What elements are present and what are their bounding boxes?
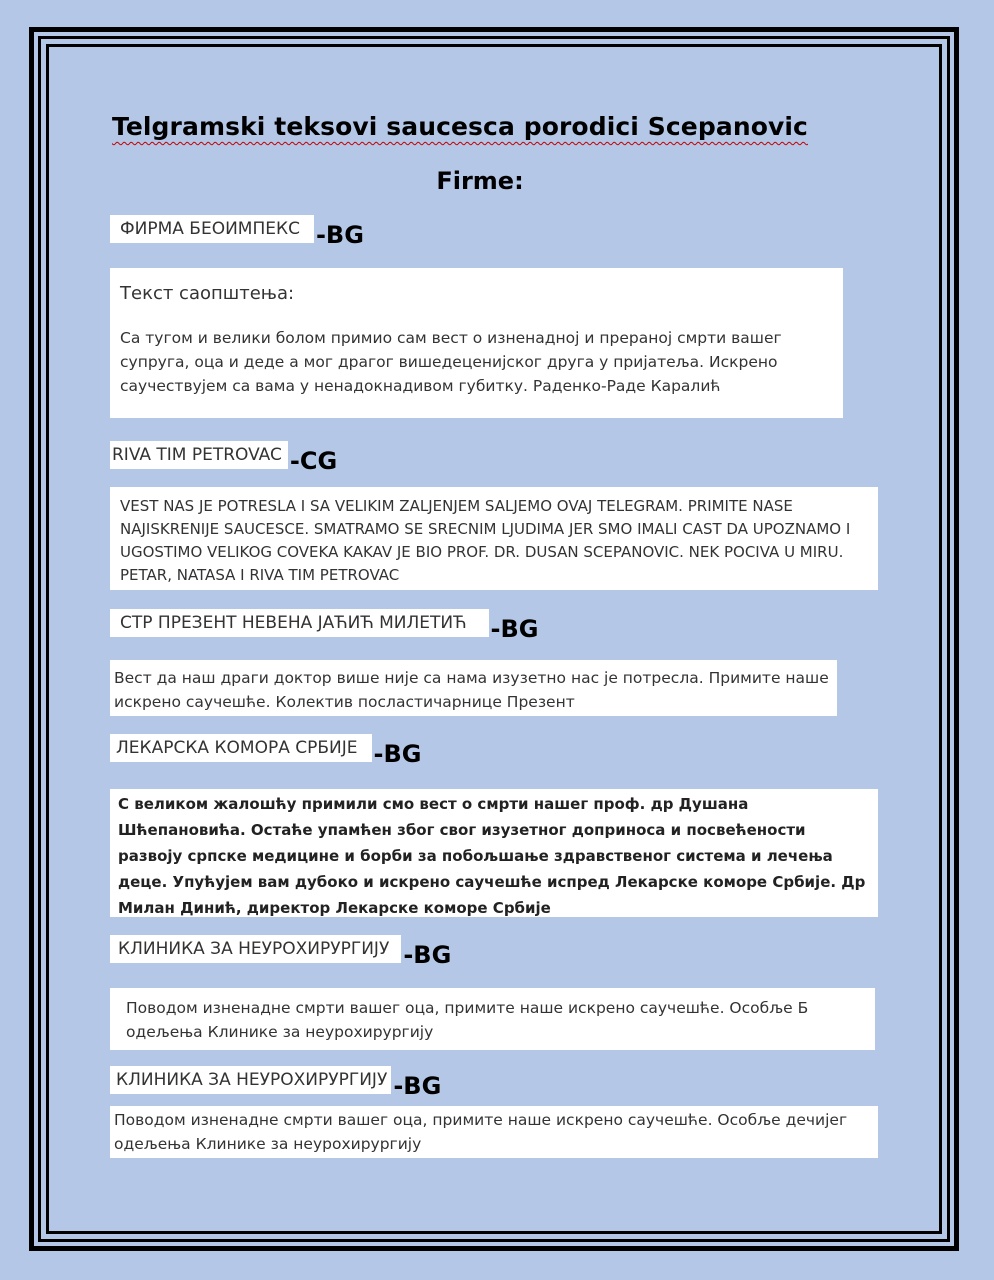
sender-name: СТР ПРЕЗЕНТ НЕВЕНА ЈАЋИЋ МИЛЕТИЋ: [110, 609, 489, 637]
message-text: Вест да наш драги доктор више није са нама изузетно нас је потресла. Примите наше искрено саучешће. Колектив посластичарнице Презент: [114, 669, 829, 711]
message-text: VEST NAS JE POTRESLA I SA VELIKIM ZALJENJEM SALJEMO OVAJ TELEGRAM. PRIMITE NASE NAJISKRENIJE SAUCESCE. SMATRAMO SE SRECNIM LJUDIMA JER SMO IMALI CAST DA UPOZNAMO I UGOSTIMO VELIKOG COVEKA KAKAV JE BIO PROF. DR. DUSAN SCEPANOVIC. NEK POCIVA U MIRU. PETAR, NATASA I RIVA TIM PETROVAC: [120, 497, 851, 584]
page-title: Telgramski teksovi saucesca porodici Scepanovic: [112, 112, 808, 141]
message-text: С великом жалошћу примили смо вест о смрти нашег проф. др Душана Шћепановића. Остаће упамћен због свог изузетног доприноса и посвећености развоју српске медицине и борби за побољшање здравственог система и лечења деце. Упућујем вам дубоко и искрено саучешће испред Лекарске коморе Србије. Др Милан Динић, директор Лекарске коморе Србије: [118, 795, 866, 917]
message-box: [110, 988, 875, 1050]
message-text: Поводом изненадне смрти вашег оца, примите наше искрено саучешће. Особље Б одељења Клинике за неурохирургију: [126, 999, 809, 1041]
sender-name: ФИРМА БЕОИМПЕКС: [110, 215, 314, 243]
sender-region: -BG: [373, 740, 422, 768]
sender-name: КЛИНИКА ЗА НЕУРОХИРУРГИЈУ: [110, 935, 401, 963]
message-box: [110, 789, 878, 917]
sender-label: [110, 935, 452, 969]
message-box: [110, 1106, 878, 1158]
sender-label: [110, 1066, 442, 1100]
message-label: Текст саопштења:: [120, 283, 295, 304]
sender-region: -CG: [289, 447, 338, 475]
message-text: Поводом изненадне смрти вашег оца, примите наше искрено саучешће. Особље дечијег одељења Клинике за неурохирургију: [114, 1111, 848, 1153]
sender-name: ЛЕКАРСКА КОМОРА СРБИЈЕ: [110, 734, 372, 762]
sender-region: -BG: [315, 221, 364, 249]
message-text: Са тугом и велики болом примио сам вест о изненадној и прераној смрти вашег супруга, оца и деде а мог драгог вишедеценијског друга у пријатеља. Искрено саучествујем са вама у ненадокнадивом губитку. Раденко-Раде Каралић: [120, 329, 782, 395]
section-heading: Firme:: [436, 167, 524, 195]
message-box: [110, 487, 878, 590]
sender-label: [110, 441, 338, 475]
sender-region: -BG: [393, 1072, 442, 1100]
sender-label: [110, 215, 364, 249]
sender-label: [110, 734, 422, 768]
sender-name: RIVA TIM PETROVAC: [110, 441, 288, 469]
sender-region: -BG: [490, 615, 539, 643]
message-box: [110, 660, 837, 716]
message-box: [110, 268, 843, 418]
sender-label: [110, 609, 539, 643]
sender-region: -BG: [403, 941, 452, 969]
sender-name: КЛИНИКА ЗА НЕУРОХИРУРГИЈУ: [110, 1066, 391, 1094]
